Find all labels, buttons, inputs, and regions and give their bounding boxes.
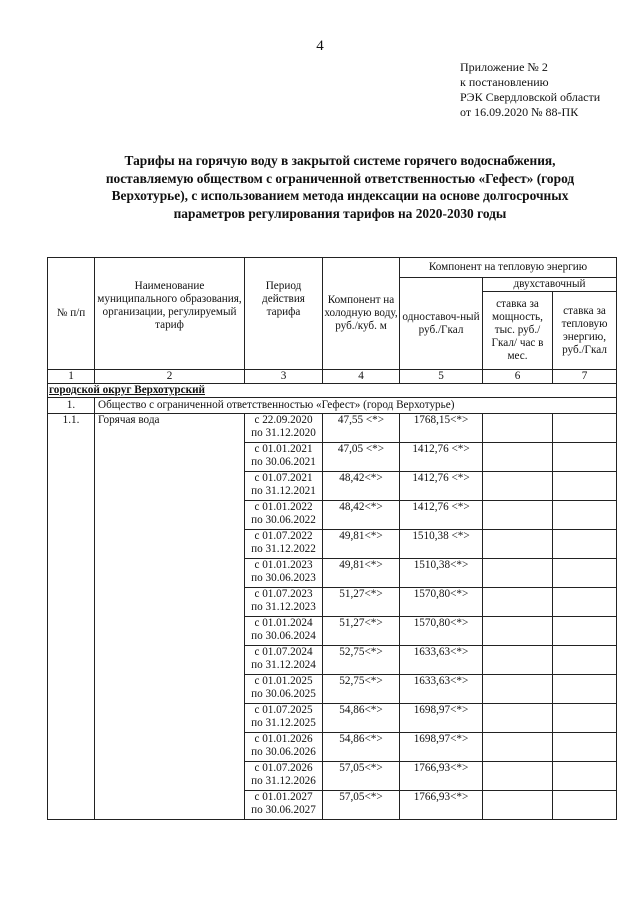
service-name: Горячая вода xyxy=(95,414,245,820)
title-line: Верхотурье), с использованием метода индексации на основе долгосрочных xyxy=(111,188,569,203)
power-rate-cell xyxy=(483,443,553,472)
period-from: с 01.01.2026 xyxy=(254,733,313,745)
period-to: по 31.12.2021 xyxy=(251,485,316,497)
heat-energy-value: 1633,63<*> xyxy=(400,646,483,675)
period-from: с 01.01.2022 xyxy=(254,501,313,513)
period-from: с 22.09.2020 xyxy=(254,414,313,426)
column-number: 3 xyxy=(245,370,323,384)
energy-rate-cell xyxy=(553,791,617,820)
title-line: поставляемую обществом с ограниченной ответственностью «Гефест» (город xyxy=(105,170,575,186)
heat-energy-value: 1698,97<*> xyxy=(400,733,483,762)
period-from: с 01.07.2024 xyxy=(254,646,313,658)
heat-energy-value: 1633,63<*> xyxy=(400,675,483,704)
organization-num: 1. xyxy=(48,398,95,414)
period-to: по 31.12.2022 xyxy=(251,543,316,555)
heat-energy-value: 1766,93<*> xyxy=(400,762,483,791)
appendix-line: РЭК Свердловской области xyxy=(460,90,601,104)
header-energy-rate: ставка за тепловую энергию, руб./Гкал xyxy=(553,292,617,370)
power-rate-cell xyxy=(483,472,553,501)
cold-water-value: 52,75<*> xyxy=(323,646,400,675)
power-rate-cell xyxy=(483,704,553,733)
period-cell xyxy=(245,559,323,588)
heat-energy-value: 1768,15<*> xyxy=(400,414,483,443)
energy-rate-cell xyxy=(553,675,617,704)
energy-rate-cell xyxy=(553,646,617,675)
cold-water-value: 51,27<*> xyxy=(323,588,400,617)
energy-rate-cell xyxy=(553,443,617,472)
period-cell xyxy=(245,443,323,472)
period-cell xyxy=(245,762,323,791)
power-rate-cell xyxy=(483,733,553,762)
energy-rate-cell xyxy=(553,704,617,733)
period-from: с 01.01.2023 xyxy=(254,559,313,571)
header-num: № п/п xyxy=(48,258,95,370)
appendix-line: от 16.09.2020 № 88-ПК xyxy=(460,105,579,119)
cold-water-value: 52,75<*> xyxy=(323,675,400,704)
period-from: с 01.07.2022 xyxy=(254,530,313,542)
power-rate-cell xyxy=(483,675,553,704)
header-two-part: двухставочный xyxy=(483,278,617,292)
period-cell xyxy=(245,675,323,704)
power-rate-cell xyxy=(483,791,553,820)
energy-rate-cell xyxy=(553,617,617,646)
column-number: 4 xyxy=(323,370,400,384)
power-rate-cell xyxy=(483,588,553,617)
cold-water-value: 47,05 <*> xyxy=(323,443,400,472)
energy-rate-cell xyxy=(553,414,617,443)
period-cell xyxy=(245,501,323,530)
period-cell xyxy=(245,791,323,820)
cold-water-value: 47,55 <*> xyxy=(323,414,400,443)
period-cell xyxy=(245,617,323,646)
cold-water-value: 57,05<*> xyxy=(323,762,400,791)
region-row xyxy=(48,384,617,398)
period-cell xyxy=(245,530,323,559)
period-cell xyxy=(245,414,323,443)
period-from: с 01.07.2023 xyxy=(254,588,313,600)
cold-water-value: 48,42<*> xyxy=(323,472,400,501)
appendix-line: к постановлению xyxy=(460,75,549,89)
energy-rate-cell xyxy=(553,559,617,588)
period-cell xyxy=(245,704,323,733)
heat-energy-value: 1412,76 <*> xyxy=(400,443,483,472)
period-to: по 31.12.2023 xyxy=(251,601,316,613)
heat-energy-value: 1510,38<*> xyxy=(400,559,483,588)
period-to: по 30.06.2026 xyxy=(251,746,316,758)
period-cell xyxy=(245,588,323,617)
column-number-row xyxy=(48,370,617,384)
period-cell xyxy=(245,733,323,762)
energy-rate-cell xyxy=(553,501,617,530)
cold-water-value: 57,05<*> xyxy=(323,791,400,820)
table-row xyxy=(48,414,617,443)
header-period: Период действия тарифа xyxy=(245,258,323,370)
column-number: 2 xyxy=(95,370,245,384)
period-to: по 31.12.2020 xyxy=(251,427,316,439)
period-to: по 30.06.2027 xyxy=(251,804,316,816)
power-rate-cell xyxy=(483,530,553,559)
cold-water-value: 49,81<*> xyxy=(323,530,400,559)
period-cell xyxy=(245,646,323,675)
heat-energy-value: 1766,93<*> xyxy=(400,791,483,820)
period-from: с 01.01.2024 xyxy=(254,617,313,629)
period-to: по 31.12.2026 xyxy=(251,775,316,787)
period-to: по 30.06.2025 xyxy=(251,688,316,700)
period-from: с 01.07.2021 xyxy=(254,472,313,484)
energy-rate-cell xyxy=(553,733,617,762)
period-to: по 30.06.2021 xyxy=(251,456,316,468)
period-from: с 01.07.2025 xyxy=(254,704,313,716)
title-line: Тарифы на горячую воду в закрытой системе горячего водоснабжения, xyxy=(124,153,556,168)
period-to: по 30.06.2024 xyxy=(251,630,316,642)
page-number: 4 xyxy=(316,38,324,54)
power-rate-cell xyxy=(483,646,553,675)
organization-name: Общество с ограниченной ответственностью «Гефест» (город Верхотурье) xyxy=(95,398,617,414)
period-from: с 01.01.2025 xyxy=(254,675,313,687)
power-rate-cell xyxy=(483,414,553,443)
heat-energy-value: 1570,80<*> xyxy=(400,588,483,617)
heat-energy-value: 1570,80<*> xyxy=(400,617,483,646)
column-number: 7 xyxy=(553,370,617,384)
tariff-rows xyxy=(48,414,617,820)
column-number: 1 xyxy=(48,370,95,384)
period-from: с 01.01.2021 xyxy=(254,443,313,455)
appendix-line: Приложение № 2 xyxy=(460,60,548,74)
heat-energy-value: 1412,76 <*> xyxy=(400,501,483,530)
header-one-part: одноставоч-ный руб./Гкал xyxy=(400,278,483,370)
energy-rate-cell xyxy=(553,762,617,791)
period-to: по 30.06.2023 xyxy=(251,572,316,584)
cold-water-value: 54,86<*> xyxy=(323,704,400,733)
period-from: с 01.01.2027 xyxy=(254,791,313,803)
period-cell xyxy=(245,472,323,501)
period-to: по 31.12.2025 xyxy=(251,717,316,729)
power-rate-cell xyxy=(483,501,553,530)
service-num: 1.1. xyxy=(48,414,95,820)
column-number: 5 xyxy=(400,370,483,384)
organization-row xyxy=(48,398,617,414)
cold-water-value: 48,42<*> xyxy=(323,501,400,530)
document-title xyxy=(40,152,640,222)
appendix-block xyxy=(460,60,600,120)
period-to: по 30.06.2022 xyxy=(251,514,316,526)
title-line: параметров регулирования тарифов на 2020-2030 годы xyxy=(173,205,507,221)
header-heat-component: Компонент на тепловую энергию xyxy=(400,258,617,278)
tariff-table xyxy=(47,257,617,820)
power-rate-cell xyxy=(483,762,553,791)
column-number: 6 xyxy=(483,370,553,384)
header-cold-component: Компонент на холодную воду, руб./куб. м xyxy=(323,258,400,370)
cold-water-value: 54,86<*> xyxy=(323,733,400,762)
energy-rate-cell xyxy=(553,530,617,559)
heat-energy-value: 1510,38 <*> xyxy=(400,530,483,559)
cold-water-value: 51,27<*> xyxy=(323,617,400,646)
region-name: городской округ Верхотурский xyxy=(48,384,617,398)
energy-rate-cell xyxy=(553,588,617,617)
header-name: Наименование муниципального образования, организации, регулируемый тариф xyxy=(95,258,245,370)
power-rate-cell xyxy=(483,559,553,588)
header-power-rate: ставка за мощность, тыс. руб./Гкал/ час в мес. xyxy=(483,292,553,370)
heat-energy-value: 1698,97<*> xyxy=(400,704,483,733)
power-rate-cell xyxy=(483,617,553,646)
heat-energy-value: 1412,76 <*> xyxy=(400,472,483,501)
period-to: по 31.12.2024 xyxy=(251,659,316,671)
cold-water-value: 49,81<*> xyxy=(323,559,400,588)
energy-rate-cell xyxy=(553,472,617,501)
period-from: с 01.07.2026 xyxy=(254,762,313,774)
